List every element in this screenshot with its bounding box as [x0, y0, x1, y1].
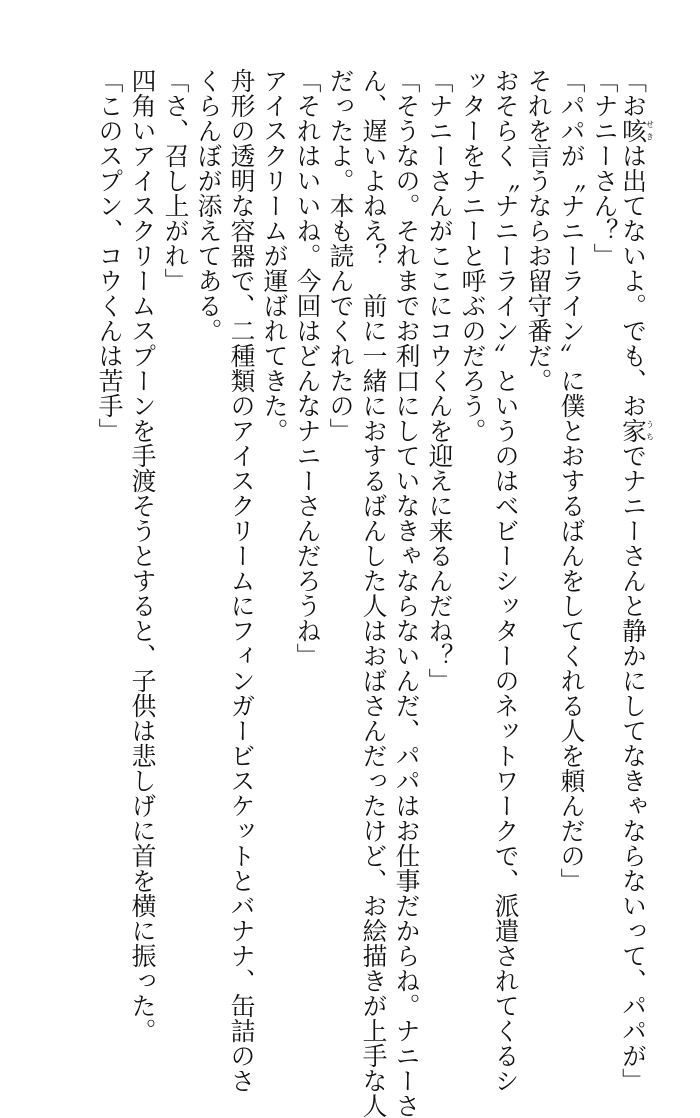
text-line-9: ん、遅いよねえ？ 前に一緒におするばんした人はおばさんだったけど、お絵描きが上手な人	[359, 68, 388, 1118]
text-line-3: 「パパが〝ナニーライン〟に僕とおするばんをしてくれる人を頼んだの」	[557, 68, 586, 893]
text-line-8: 「そうなの。それまでお利口にしていなきゃならないんだ、パパはお仕事だからね。ナニーさ	[392, 68, 421, 1118]
text-line-14: くらんぼが添えてある。	[194, 68, 223, 343]
text-line-1: 「お咳せきは出てないよ。でも、お家うちでナニーさんと静かにしてなきゃならないって、パパが」	[618, 68, 655, 1093]
text-line-17: 「このスプン、コウくんは苦手」	[95, 68, 124, 443]
text-line-6: ッターをナニーと呼ぶのだろう。	[458, 68, 487, 443]
text-line-12: アイスクリームが運ばれてきた。	[260, 68, 289, 443]
text-line-16: 四角いアイスクリームスプーンを手渡そうとすると、子供は悲しげに首を横に振った。	[128, 68, 157, 1043]
text-line-4: それを言うならお留守番だ。	[524, 68, 553, 393]
text-line-5: おそらく〝ナニーライン〟というのはベビーシッターのネットワークで、派遣されてくるシ	[491, 68, 520, 1093]
furigana-reading: せき	[645, 118, 655, 143]
text-line-10: だったよ。本も読んでくれたの」	[326, 68, 355, 443]
furigana-ruby: 咳せき	[618, 118, 655, 143]
furigana-reading: うち	[645, 418, 655, 443]
text-line-7: 「ナニーさんがここにコウくんを迎えに来るんだね？」	[425, 68, 454, 693]
furigana-ruby: 家うち	[618, 418, 655, 443]
text-line-11: 「それはいいね。今回はどんなナニーさんだろうね」	[293, 68, 322, 668]
text-line-15: 「さ、召し上がれ」	[161, 68, 190, 293]
text-line-2: 「ナニーさん？」	[590, 68, 619, 268]
text-line-13: 舟形の透明な容器で、二種類のアイスクリームにフィンガービスケットとバナナ、缶詰のさ	[227, 68, 256, 1093]
